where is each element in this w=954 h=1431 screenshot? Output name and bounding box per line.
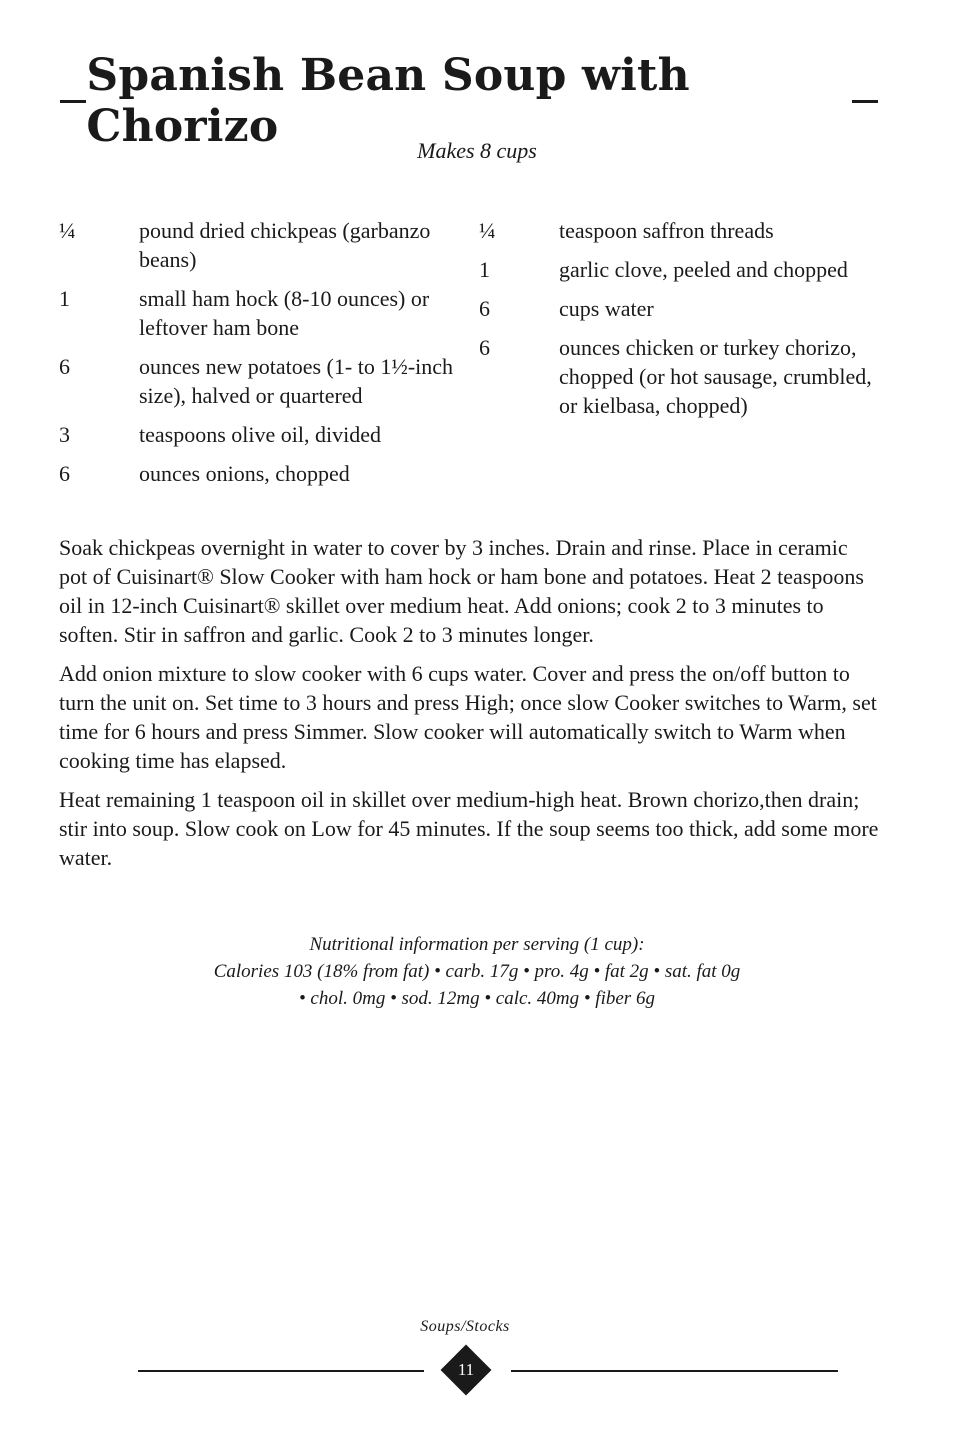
ingredient-item xyxy=(59,420,459,449)
ingredient-qty: 6 xyxy=(59,354,70,379)
method-paragraph: Add onion mixture to slow cooker with 6 cups water. Cover and press the on/off button to turn the unit on. Set time to 3 hours and press High; once slow Cooker switches to Warm, set time for 6 hours and press Simmer. Slow cooker will automatically switch to Warm when cooking time has elapsed. xyxy=(59,661,877,773)
ingredient-item xyxy=(59,216,459,274)
ingredient-qty: 6 xyxy=(479,335,490,360)
ingredient-item xyxy=(59,352,459,410)
ingredient-desc: pound dried chickpeas (garbanzo beans) xyxy=(139,218,431,272)
title-dash-left xyxy=(60,100,86,103)
ingredient-qty: ¼ xyxy=(479,218,496,243)
ingredient-item xyxy=(59,284,459,342)
ingredient-desc: small ham hock (8-10 ounces) or leftover ham bone xyxy=(139,286,430,340)
method-text xyxy=(59,533,879,882)
recipe-title-row xyxy=(60,50,878,152)
nutrition-info xyxy=(0,931,954,1012)
recipe-yield: Makes 8 cups xyxy=(417,138,537,163)
page-number-badge xyxy=(440,1344,492,1396)
ingredient-desc: ounces onions, chopped xyxy=(139,461,350,486)
recipe-title: Spanish Bean Soup with Chorizo xyxy=(86,50,690,152)
ingredient-item xyxy=(479,216,879,245)
method-paragraph: Heat remaining 1 teaspoon oil in skillet over medium-high heat. Brown chorizo,then drain; stir into soup. Slow cook on Low for 45 minutes. If the soup seems too thick, add some more water. xyxy=(59,787,879,870)
footer-rule-right xyxy=(511,1370,838,1372)
footer-rule-left xyxy=(138,1370,424,1372)
ingredient-desc: ounces new potatoes (1- to 1½-inch size), halved or quartered xyxy=(139,354,454,408)
ingredient-qty: 1 xyxy=(59,286,70,311)
ingredient-qty: 6 xyxy=(479,296,490,321)
ingredient-item xyxy=(479,255,879,284)
ingredient-qty: ¼ xyxy=(59,218,76,243)
ingredients-list xyxy=(59,216,879,498)
ingredient-desc: ounces chicken or turkey chorizo, chopped (or hot sausage, crumbled, or kielbasa, chopped) xyxy=(559,335,872,418)
ingredient-desc: teaspoons olive oil, divided xyxy=(139,422,381,447)
ingredients-column-right xyxy=(479,216,879,498)
ingredient-item xyxy=(59,459,459,488)
nutrition-line: • chol. 0mg • sod. 12mg • calc. 40mg • fiber 6g xyxy=(299,988,655,1009)
title-dash-right xyxy=(852,100,878,103)
method-paragraph: Soak chickpeas overnight in water to cover by 3 inches. Drain and rinse. Place in ceramic pot of Cuisinart® Slow Cooker with ham hock or ham bone and potatoes. Heat 2 teaspoons oil in 12-inch Cuisinart® skillet over medium heat. Add onions; cook 2 to 3 minutes to soften. Stir in saffron and garlic. Cook 2 to 3 minutes longer. xyxy=(59,535,864,647)
nutrition-line: Calories 103 (18% from fat) • carb. 17g • pro. 4g • fat 2g • sat. fat 0g xyxy=(213,961,741,982)
nutrition-heading: Nutritional information per serving (1 cup): xyxy=(309,934,645,955)
ingredient-qty: 6 xyxy=(59,461,70,486)
ingredient-desc: teaspoon saffron threads xyxy=(559,218,774,243)
ingredients-column-left xyxy=(59,216,459,498)
ingredient-desc: garlic clove, peeled and chopped xyxy=(559,257,848,282)
page-number: 11 xyxy=(457,1360,475,1379)
ingredient-item xyxy=(479,333,879,420)
ingredient-qty: 1 xyxy=(479,257,490,282)
ingredient-qty: 3 xyxy=(59,422,70,447)
section-label: Soups/Stocks xyxy=(420,1318,510,1335)
ingredient-item xyxy=(479,294,879,323)
ingredient-desc: cups water xyxy=(559,296,654,321)
